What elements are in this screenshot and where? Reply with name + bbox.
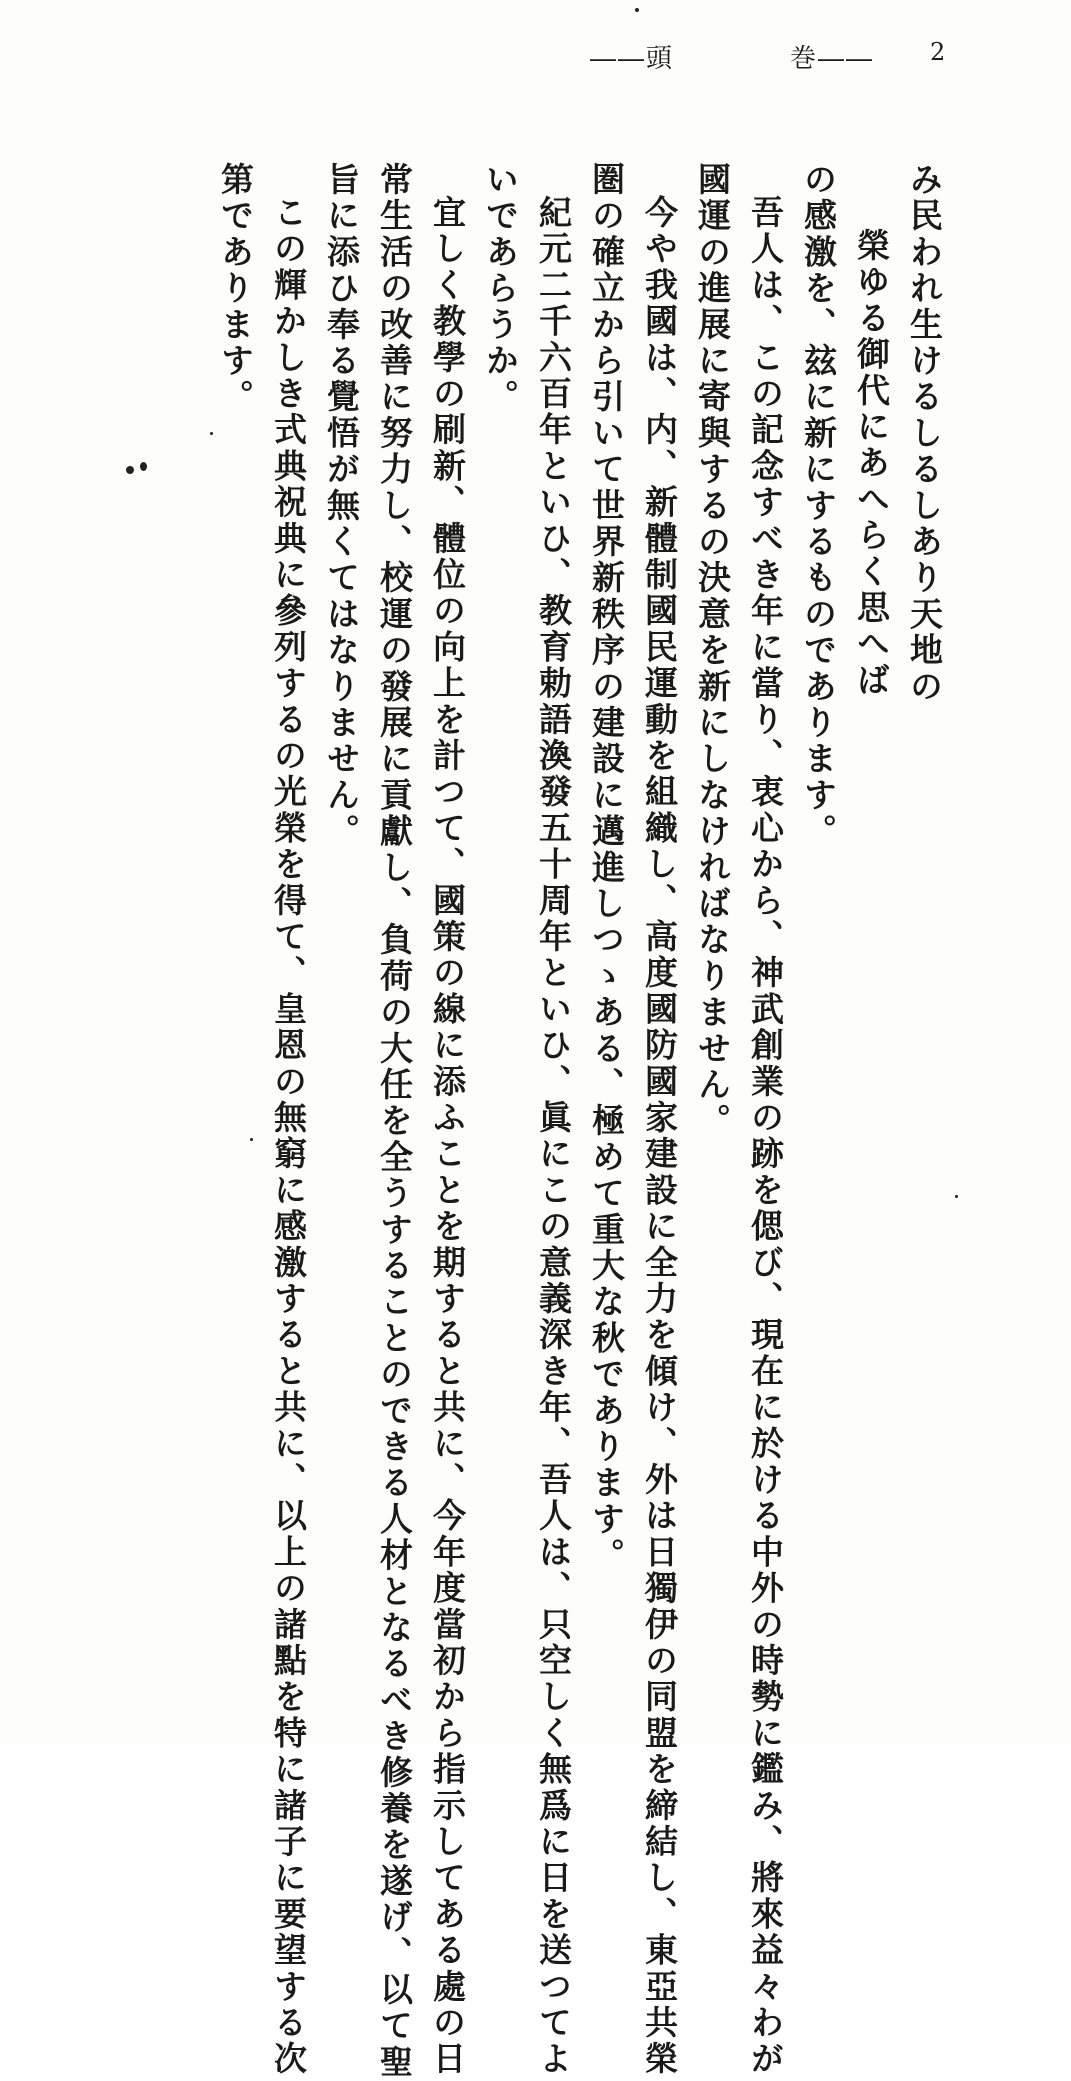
scan-speck: [955, 1195, 958, 1198]
paragraph-start-line: 宜しく教學の刷新、體位の向上を計つて、國策の線に添ふことを期すると共に、今年度當初から指示してある處の日: [428, 195, 467, 2078]
scan-speck: [635, 8, 639, 12]
scan-speck: [210, 432, 213, 435]
page-number: 2: [930, 38, 948, 66]
text-line: 國運の進展に寄與するの決意を新にしなければなりません。: [693, 162, 732, 1140]
scan-speck: [250, 1138, 253, 1141]
paragraph-start-line: 吾人は、この記念すべき年に當り、衷心から、神武創業の跡を偲び、現在に於ける中外の時勢に鑑み、將來益々わが: [746, 195, 785, 2078]
running-header: [590, 38, 950, 78]
poem-line-1: み民われ生けるしるしあり天地の: [905, 162, 944, 705]
text-line: いであらうか。: [481, 162, 520, 416]
vertical-text-body: [111, 162, 951, 2081]
paragraph-start-line: 今や我國は、内、新體制國民運動を組織し、高度國防國家建設に全力を傾け、外は日獨伊の同盟を締結し、東亞共榮: [640, 195, 679, 2078]
text-line: の感激を、玆に新にするものであります。: [799, 162, 838, 850]
paragraph-start-line: この輝かしき式典祝典に參列するの光榮を得て、皇恩の無窮に感激すると共に、以上の諸點を特に諸子に要望する次: [269, 195, 308, 2078]
text-line: 第であります。: [216, 162, 255, 416]
scan-speck: [140, 462, 147, 471]
text-line: 圏の確立から引いて世界新秩序の建設に邁進しつゝある、極めて重大な秋であります。: [587, 162, 626, 1574]
header-volume-title: 巻――: [790, 44, 875, 74]
scan-speck: [126, 466, 134, 474]
header-section-title: ――頭: [590, 44, 675, 74]
poem-line-2: 榮ゆる御代にあへらく思へば: [852, 228, 891, 699]
text-line: 旨に添ひ奉る覺悟が無くてはなりません。: [322, 162, 361, 850]
text-line: 常生活の改善に努力し、校運の發展に貢獻し、負荷の大任を全うすることのできる人材となるべき修養を遂げ、以て聖: [375, 162, 414, 2081]
paragraph-start-line: 紀元二千六百年といひ、教育勅語渙發五十周年といひ、眞にこの意義深き年、吾人は、只空しく無爲に日を送つてよ: [534, 195, 573, 2078]
